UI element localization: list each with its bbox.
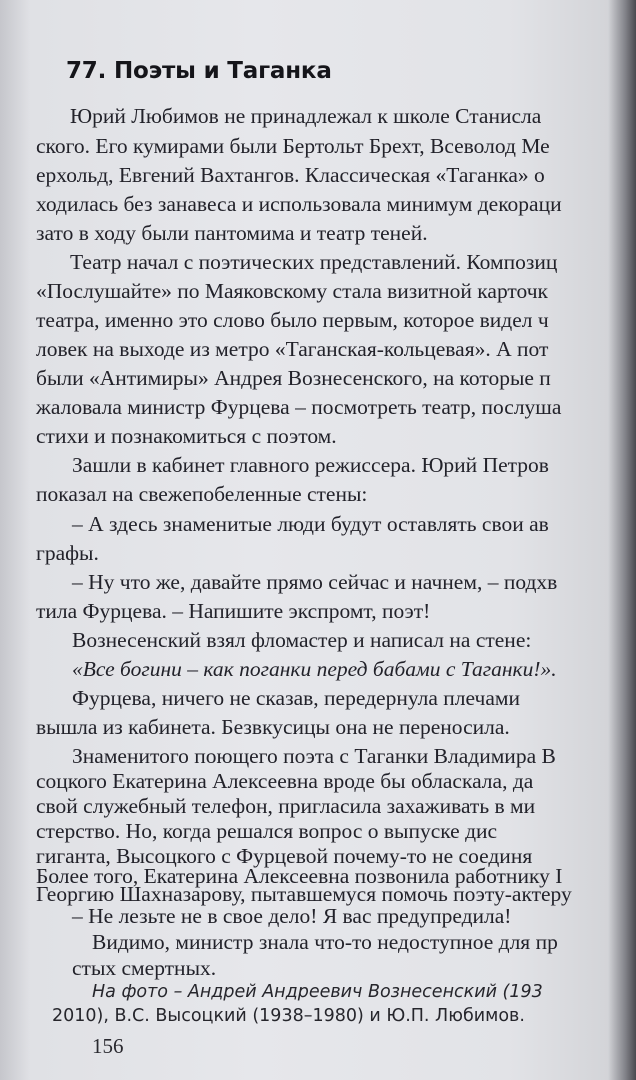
text-line: Георгию Шахназарову, пытавшемуся помочь поэту-актеру [36, 882, 572, 906]
text-line: стерство. Но, когда решался вопрос о выпуске дис [36, 819, 498, 843]
text-line: «Все богини – как поганки перед бабами с Таганки!». [72, 657, 557, 681]
text-line: свой служебный телефон, пригласила захаживать в ми [36, 794, 536, 818]
text-line: Юрий Любимов не принадлежал к школе Станисла [70, 104, 542, 128]
text-line: Вознесенский взял фломастер и написал на стене: [72, 628, 532, 652]
text-line: гиганта, Высоцкого с Фурцевой почему-то не соединя [36, 844, 533, 868]
text-line: ского. Его кумирами были Бертольт Брехт, Всеволод Ме [36, 134, 550, 158]
text-line: ходилась без занавеса и использовала минимум декораци [36, 192, 562, 216]
text-line: были «Антимиры» Андрея Вознесенского, на которые п [36, 366, 551, 390]
text-line: Зашли в кабинет главного режиссера. Юрий Петров [72, 453, 549, 477]
text-line: ловек на выходе из метро «Таганская-кольцевая». А пот [36, 337, 549, 361]
page-edge-shadow [608, 0, 636, 1080]
text-line: графы. [36, 541, 99, 565]
text-line: жаловала министр Фурцева – посмотреть театр, послуша [36, 395, 562, 419]
photo-caption-line-2: 2010), В.С. Высоцкий (1938–1980) и Ю.П. Любимов. [52, 1006, 525, 1026]
photo-caption-line-1: На фото – Андрей Андреевич Вознесенский (193 [92, 982, 543, 1002]
text-line: Более того, Екатерина Алексеевна позвонила работнику I [36, 864, 563, 888]
text-line: Знаменитого поющего поэта с Таганки Владимира В [72, 744, 556, 768]
text-line: – Ну что же, давайте прямо сейчас и начнем, – подхв [72, 570, 558, 594]
text-line: вышла из кабинета. Безвкусицы она не переносила. [36, 715, 510, 739]
text-line: Театр начал с поэтических представлений. Композиц [70, 250, 558, 274]
text-line: стых смертных. [72, 956, 217, 980]
text-line: зато в ходу были пантомима и театр теней. [36, 221, 428, 245]
text-line: соцкого Екатерина Алексеевна вроде бы обласкала, да [36, 769, 534, 793]
page-number: 156 [92, 1034, 124, 1058]
text-line: Видимо, министр знала что-то недоступное для пр [92, 930, 558, 954]
page-gutter-shadow [0, 0, 30, 1080]
text-line: «Послушайте» по Маяковскому стала визитной карточк [36, 279, 548, 303]
text-line: Фурцева, ничего не сказав, передернула плечами [72, 686, 520, 710]
text-line: показал на свежепобеленные стены: [36, 482, 368, 506]
text-line: тила Фурцева. – Напишите экспромт, поэт! [36, 599, 431, 623]
text-line: ерхольд, Евгений Вахтангов. Классическая «Таганка» о [36, 163, 545, 187]
text-line: театра, именно это слово было первым, которое видел ч [36, 308, 549, 332]
chapter-heading: 77. Поэты и Таганка [66, 58, 332, 84]
text-line: – Не лезьте не в свое дело! Я вас предупредила! [72, 904, 512, 928]
text-line: стихи и познакомиться с поэтом. [36, 424, 337, 448]
text-line: – А здесь знаменитые люди будут оставлять свои ав [72, 512, 549, 536]
